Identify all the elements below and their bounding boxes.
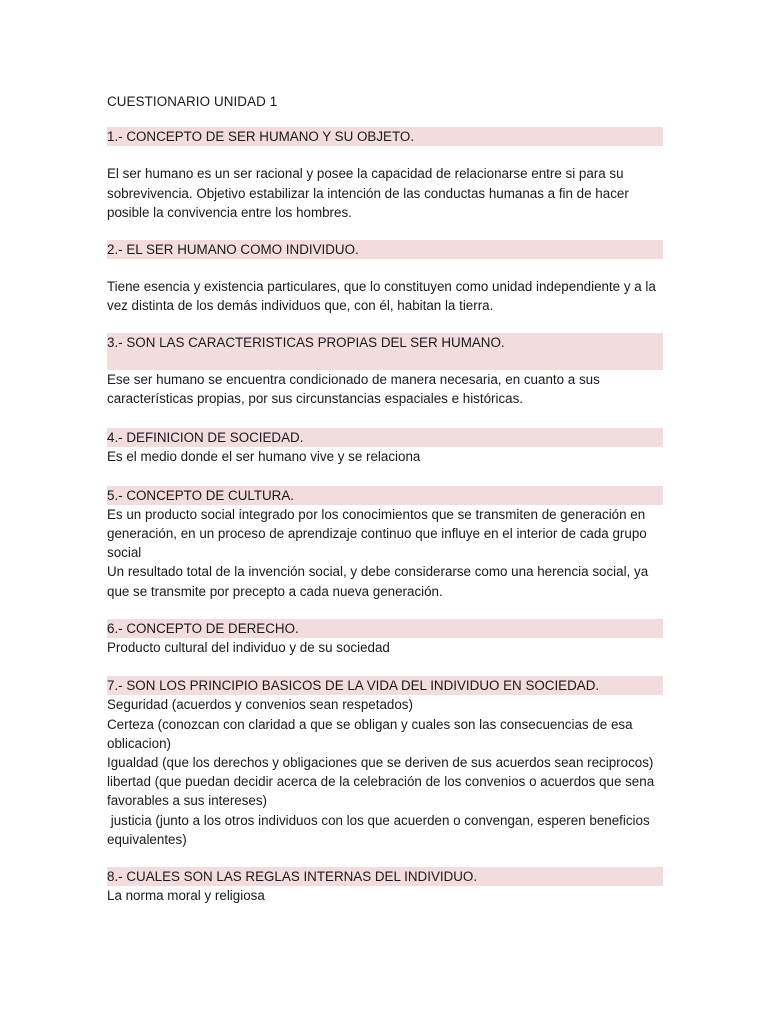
question-heading-1: 1.- CONCEPTO DE SER HUMANO Y SU OBJETO. [107,127,663,146]
answer-paragraph: Es el medio donde el ser humano vive y se relaciona [107,449,421,465]
document-page [107,92,663,906]
answer-block-7 [107,695,663,849]
question-heading-5: 5.- CONCEPTO DE CULTURA. [107,486,663,505]
question-section-2 [107,240,663,316]
question-section-4 [107,428,663,466]
question-heading-4: 4.- DEFINICION DE SOCIEDAD. [107,428,663,447]
answer-paragraph: Seguridad (acuerdos y convenios sean respetados) [107,697,413,713]
answer-block-1 [107,164,663,222]
question-heading-7: 7.- SON LOS PRINCIPIO BASICOS DE LA VIDA DEL INDIVIDUO EN SOCIEDAD. [107,676,663,695]
answer-paragraph: Tiene esencia y existencia particulares, que lo constituyen como unidad independiente y a la vez distinta de los demás individuos que, con él, habitan la tierra. [107,279,656,314]
question-heading-3: 3.- SON LAS CARACTERISTICAS PROPIAS DEL SER HUMANO. [107,333,663,370]
question-section-7 [107,676,663,849]
answer-paragraph: Un resultado total de la invención social, y debe considerarse como una herencia social, ya que se transmite por precepto a cada nueva generación. [107,564,649,599]
answer-block-5 [107,505,663,601]
spacer [107,146,663,164]
answer-paragraph: El ser humano es un ser racional y posee la capacidad de relacionarse entre si para su sobrevivencia. Objetivo estabilizar la intención de las conductas humanas a fin de hacer posible la convivencia entre los hombres. [107,166,629,220]
answer-paragraph: justicia (junto a los otros individuos con los que acuerden o convengan, esperen beneficios equivalentes) [107,812,654,847]
question-section-1 [107,127,663,222]
answer-paragraph: Es un producto social integrado por los conocimientos que se transmiten de generación en generación, en un proceso de aprendizaje continuo que influye en el interior de cada grupo social [107,506,647,561]
answer-paragraph: Producto cultural del individuo y de su sociedad [107,640,390,656]
answer-block-6 [107,638,663,657]
spacer [107,259,663,277]
question-section-5 [107,486,663,601]
answer-block-4 [107,447,663,466]
answer-block-3 [107,370,663,408]
question-section-6 [107,619,663,657]
document-title: CUESTIONARIO UNIDAD 1 [107,94,278,109]
answer-block-2 [107,277,663,315]
question-section-8 [107,867,663,905]
answer-paragraph: La norma moral y religiosa [107,888,265,904]
question-section-3 [107,333,663,409]
question-heading-2: 2.- EL SER HUMANO COMO INDIVIDUO. [107,240,663,259]
answer-block-8 [107,886,663,905]
answer-paragraph: libertad (que puedan decidir acerca de la celebración de los convenios o acuerdos que sena favorables a sus intereses) [107,774,655,809]
question-heading-8: 8.- CUALES SON LAS REGLAS INTERNAS DEL INDIVIDUO. [107,867,663,886]
answer-paragraph: Certeza (conozcan con claridad a que se obligan y cuales son las consecuencias de esa oblicacion) [107,716,633,751]
answer-paragraph: Igualdad (que los derechos y obligaciones que se deriven de sus acuerdos sean reciprocos) [107,755,654,771]
answer-paragraph: Ese ser humano se encuentra condicionado de manera necesaria, en cuanto a sus características propias, por sus circunstancias espaciales e históricas. [107,371,600,407]
question-heading-6: 6.- CONCEPTO DE DERECHO. [107,619,663,638]
